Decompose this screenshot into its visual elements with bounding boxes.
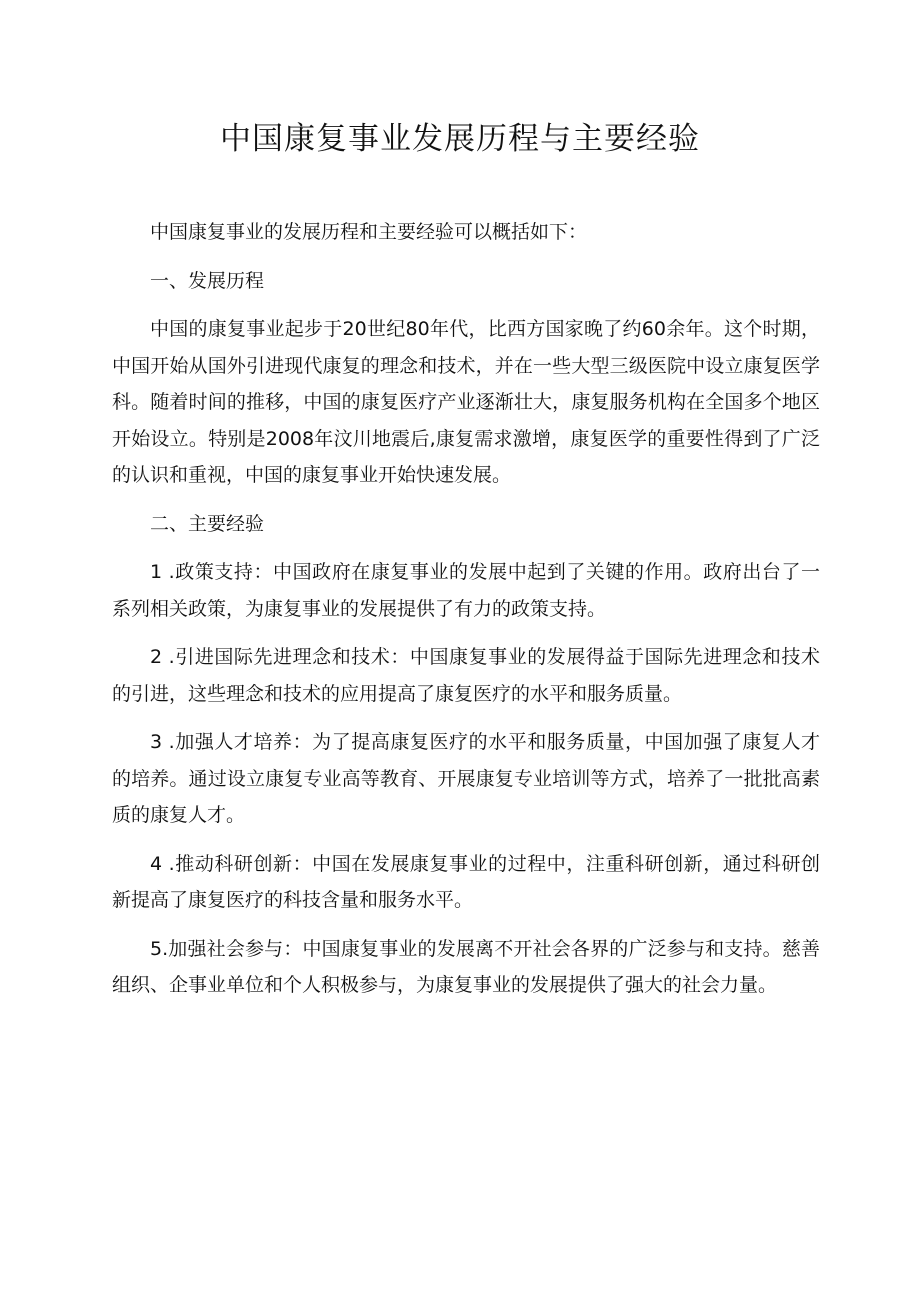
experience-item-2: 2 .引进国际先进理念和技术：中国康复事业的发展得益于国际先进理念和技术的引进，这些理念和技术的应用提高了康复医疗的水平和服务质量。 [112,646,820,705]
section-heading-experience: 二、主要经验 [150,512,265,535]
document-body [112,214,820,1016]
section-heading-history: 一、发展历程 [150,269,265,292]
experience-item-1: 1 .政策支持：中国政府在康复事业的发展中起到了关键的作用。政府出台了一系列相关政策，为康复事业的发展提供了有力的政策支持。 [112,561,820,620]
document-title: 中国康复事业发展历程与主要经验 [220,121,700,157]
intro-paragraph: 中国康复事业的发展历程和主要经验可以概括如下： [150,221,588,243]
experience-item-5: 5.加强社会参与：中国康复事业的发展离不开社会各界的广泛参与和支持。慈善组织、企事业单位和个人积极参与，为康复事业的发展提供了强大的社会力量。 [112,937,820,996]
experience-item-4: 4 .推动科研创新：中国在发展康复事业的过程中，注重科研创新，通过科研创新提高了康复医疗的科技含量和服务水平。 [112,852,820,911]
experience-item-3: 3 .加强人才培养：为了提高康复医疗的水平和服务质量，中国加强了康复人才的培养。通过设立康复专业高等教育、开展康复专业培训等方式，培养了一批批高素质的康复人才。 [112,731,820,826]
history-paragraph: 中国的康复事业起步于20世纪80年代，比西方国家晚了约60余年。这个时期，中国开始从国外引进现代康复的理念和技术，并在一些大型三级医院中设立康复医学科。随着时间的推移，中国的康复医疗产业逐渐壮大，康复服务机构在全国多个地区开始设立。特别是2008年汶川地震后,康复需求激增，康复医学的重要性得到了广泛的认识和重视，中国的康复事业开始快速发展。 [112,318,820,486]
